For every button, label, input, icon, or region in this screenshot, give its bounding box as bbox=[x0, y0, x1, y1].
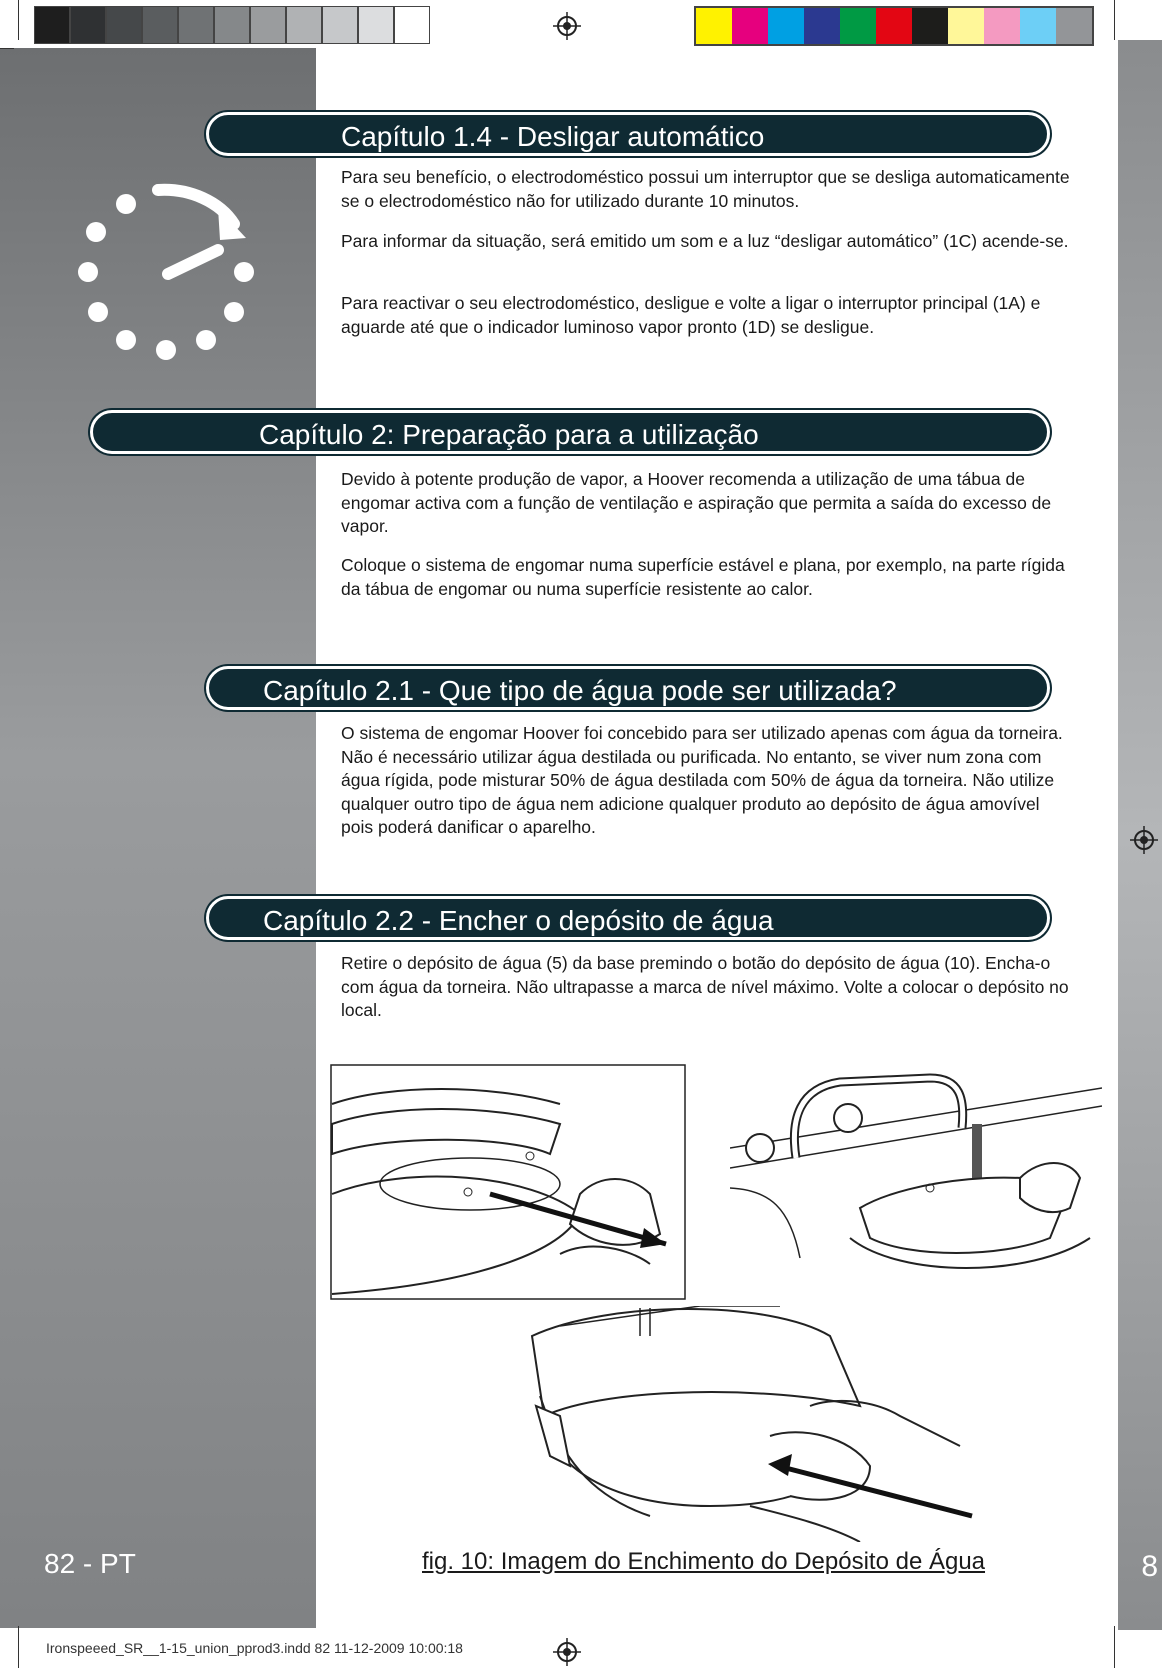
crop-mark bbox=[0, 48, 14, 49]
grayscale-bar bbox=[34, 6, 430, 44]
paragraph: Coloque o sistema de engomar numa superfície estável e plana, por exemplo, na parte rígida da tábua de engomar ou numa superfície resistente ao calor. bbox=[341, 555, 1065, 599]
chapter-title: Capítulo 2.1 - Que tipo de água pode ser utilizada? bbox=[263, 675, 897, 706]
chapter-banner bbox=[206, 112, 1050, 156]
gray-swatch bbox=[322, 6, 358, 44]
paragraph: Para informar da situação, será emitido um som e a luz “desligar automático” (1C) acende-se. bbox=[341, 231, 1069, 251]
color-swatch bbox=[732, 8, 768, 44]
registration-mark-icon bbox=[553, 12, 581, 40]
color-swatch bbox=[912, 8, 948, 44]
crop-mark bbox=[1114, 1626, 1115, 1668]
registration-mark-icon bbox=[1130, 826, 1158, 854]
gray-swatch bbox=[286, 6, 322, 44]
paragraph: O sistema de engomar Hoover foi concebido para ser utilizado apenas com água da torneira. Não é necessário utilizar água destilada ou purificada. No entanto, se viver num zona com água rígida, pode misturar 50% de água destilada com 50% de água da torneira. Não utilize qualquer outro tipo de água nem adicione qualquer produto ao depósito de água amovível pois poderá danificar o aparelho. bbox=[341, 723, 1063, 837]
crop-mark bbox=[18, 0, 19, 40]
fill-tank-illustration bbox=[730, 1058, 1102, 1290]
gray-swatch bbox=[214, 6, 250, 44]
color-swatch bbox=[768, 8, 804, 44]
gray-swatch bbox=[358, 6, 394, 44]
gray-swatch bbox=[70, 6, 106, 44]
color-swatch bbox=[984, 8, 1020, 44]
registration-mark-icon bbox=[553, 1638, 581, 1666]
color-swatch bbox=[948, 8, 984, 44]
chapter-title: Capítulo 1.4 - Desligar automático bbox=[341, 121, 765, 152]
paragraph: Para reactivar o seu electrodoméstico, desligue e volte a ligar o interruptor principal (1A) e aguarde até que o indicador luminoso vapor pronto (1D) se desligue. bbox=[341, 293, 1041, 337]
color-swatch bbox=[1020, 8, 1056, 44]
crop-mark bbox=[1114, 0, 1115, 40]
print-slug: Ironspeeed_SR__1-15_union_pprod3.indd 82 11-12-2009 10:00:18 bbox=[46, 1640, 463, 1656]
color-swatch bbox=[804, 8, 840, 44]
page-number: 82 - PT bbox=[44, 1548, 136, 1579]
gray-swatch bbox=[34, 6, 70, 44]
crop-mark bbox=[18, 1626, 19, 1668]
chapter-banner bbox=[206, 666, 1050, 710]
gray-swatch bbox=[142, 6, 178, 44]
chapter-title: Capítulo 2: Preparação para a utilização bbox=[259, 419, 759, 450]
paragraph: Para seu benefício, o electrodoméstico possui um interruptor que se desliga automaticamente se o electrodoméstico não for utilizado durante 10 minutos. bbox=[341, 167, 1070, 211]
paragraph: Devido à potente produção de vapor, a Hoover recomenda a utilização de uma tábua de engomar activa com a função de ventilação e aspiração que permita a saída do excesso de vapor. bbox=[341, 469, 1052, 536]
chapter-title: Capítulo 2.2 - Encher o depósito de água bbox=[263, 905, 774, 936]
gray-swatch bbox=[106, 6, 142, 44]
gray-swatch bbox=[250, 6, 286, 44]
paragraph: Retire o depósito de água (5) da base premindo o botão do depósito de água (10). Encha-o com água da torneira. Não ultrapasse a marca de nível máximo. Volte a colocar o depósito no local. bbox=[341, 953, 1069, 1020]
figure-caption: fig. 10: Imagem do Enchimento do Depósito de Água bbox=[422, 1548, 986, 1575]
color-bar bbox=[694, 6, 1094, 46]
color-swatch bbox=[1056, 8, 1092, 44]
chapter-banner bbox=[90, 410, 1050, 454]
gray-swatch bbox=[178, 6, 214, 44]
color-swatch bbox=[876, 8, 912, 44]
auto-off-clock-icon bbox=[70, 178, 270, 378]
remove-tank-illustration bbox=[330, 1064, 686, 1300]
chapter-banner bbox=[206, 896, 1050, 940]
next-page-number: 8 bbox=[1141, 1550, 1158, 1583]
gray-swatch bbox=[394, 6, 430, 44]
insert-tank-illustration bbox=[530, 1306, 980, 1542]
color-swatch bbox=[696, 8, 732, 44]
color-swatch bbox=[840, 8, 876, 44]
